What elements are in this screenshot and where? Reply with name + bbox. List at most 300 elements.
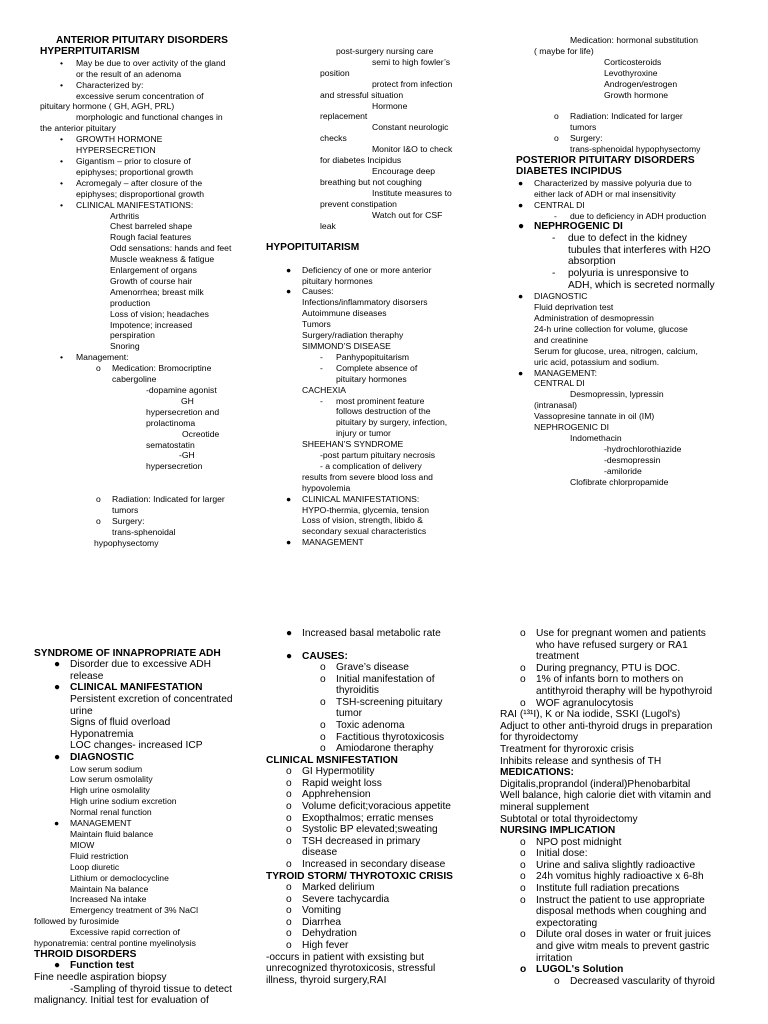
- text-line: [516, 466, 766, 477]
- line-text: Signs of fluid overload: [70, 717, 171, 729]
- line-text: CLINICAL MANIFESTATION: [70, 682, 203, 694]
- line-text: Severe tachycardia: [302, 893, 390, 905]
- line-text: Lithium or democlocycline: [70, 872, 169, 883]
- text-line: [266, 133, 506, 144]
- text-line: [516, 256, 766, 268]
- bullet-marker: o: [554, 111, 559, 122]
- col-antithyroid-meds: [500, 628, 766, 987]
- line-text: Increased in secondary disease: [302, 859, 446, 870]
- line-text: DIAGNOSTIC: [70, 751, 134, 763]
- text-line: [34, 35, 262, 46]
- text-line: [34, 818, 264, 829]
- text-line: [34, 960, 264, 972]
- text-line: [266, 940, 506, 952]
- line-text: uric acid, potassium and sodium.: [534, 356, 660, 367]
- text-line: [266, 286, 506, 297]
- bullet-marker: o: [286, 859, 292, 870]
- text-line: [266, 450, 506, 461]
- bullet-marker: -: [552, 233, 556, 245]
- text-line: [266, 352, 506, 363]
- text-line: [500, 698, 766, 710]
- line-text: production: [110, 297, 151, 308]
- bullet-marker: o: [520, 883, 526, 895]
- bullet-marker: ●: [286, 537, 292, 548]
- line-text: disease: [302, 847, 338, 859]
- bullet-marker: ●: [54, 682, 61, 694]
- text-line: [266, 743, 506, 755]
- text-line: [34, 527, 262, 538]
- text-line: [34, 232, 262, 243]
- text-line: [266, 515, 506, 526]
- text-line: [516, 346, 766, 357]
- text-line: [500, 918, 766, 930]
- bullet-marker: o: [286, 812, 292, 824]
- text-line: [516, 155, 766, 166]
- line-text: ANTERIOR PITUITARY DISORDERS: [56, 35, 228, 46]
- text-line: [266, 406, 506, 417]
- line-text: NEPHROGENIC DI: [534, 221, 623, 233]
- text-line: [266, 755, 506, 766]
- line-text: Amenorrhea; breast milk: [110, 286, 204, 297]
- bullet-marker: o: [520, 628, 526, 639]
- line-text: Toxic adenoma: [336, 720, 405, 732]
- text-line: [34, 671, 264, 683]
- text-line: [34, 916, 264, 927]
- line-text: the anterior pituitary: [40, 123, 116, 134]
- line-text: pituitary hormone ( GH, AGH, PRL): [40, 101, 175, 112]
- text-line: [516, 245, 766, 257]
- text-line: [266, 461, 506, 472]
- line-text: breathing but not coughing: [320, 176, 422, 187]
- line-text: Infections/inflammatory disorsers: [302, 297, 428, 308]
- text-line: [516, 291, 766, 302]
- line-text: High fever: [302, 939, 349, 951]
- line-text: follows destruction of the: [336, 406, 431, 417]
- line-text: Exopthalmos; erratic menses: [302, 812, 434, 824]
- line-text: -GH: [179, 450, 195, 461]
- line-text: pituitary hormones: [302, 275, 373, 286]
- line-text: CACHEXIA: [302, 384, 346, 395]
- line-text: Muscle weakness & fatigue: [110, 254, 215, 265]
- text-line: [516, 46, 766, 57]
- text-line: [516, 57, 766, 68]
- text-line: [516, 100, 766, 111]
- bullet-marker: -: [320, 362, 323, 373]
- line-text: Loss of vision, strength, libido &: [302, 515, 423, 526]
- text-line: [500, 779, 766, 791]
- text-line: [500, 953, 766, 965]
- text-line: [516, 313, 766, 324]
- bullet-marker: o: [320, 731, 326, 743]
- text-line: [516, 200, 766, 211]
- text-line: [266, 385, 506, 396]
- line-text: Deficiency of one or more anterior: [302, 264, 432, 275]
- bullet-marker: o: [520, 929, 526, 941]
- line-text: CLINICAL MSNIFESTATION: [266, 754, 398, 766]
- line-text: HYPERPITUITARISM: [40, 46, 140, 58]
- text-line: [34, 774, 264, 785]
- text-line: [34, 385, 262, 396]
- text-line: [34, 840, 264, 851]
- line-text: tumor: [336, 708, 363, 720]
- col-anterior-pituitary: [34, 35, 262, 549]
- text-line: [500, 732, 766, 744]
- text-line: [266, 319, 506, 330]
- bullet-marker: o: [320, 662, 326, 674]
- text-line: [266, 824, 506, 836]
- line-text: MANAGEMENT: [302, 537, 364, 548]
- text-line: [516, 166, 766, 177]
- text-line: [34, 717, 264, 729]
- line-text: either lack of ADH or rnal insensitivity: [534, 188, 676, 199]
- line-text: position: [320, 67, 350, 78]
- text-line: [266, 166, 506, 177]
- text-line: [34, 483, 262, 494]
- line-text: prolactinoma: [146, 417, 196, 428]
- line-text: Watch out for CSF: [372, 209, 443, 220]
- text-line: [34, 472, 262, 483]
- line-text: Enlargement of organs: [110, 265, 197, 276]
- text-line: [34, 984, 264, 996]
- line-text: Clofibrate chlorpropamide: [570, 476, 669, 487]
- text-line: [266, 57, 506, 68]
- text-line: [516, 221, 766, 233]
- line-text: Desmopressin, lypressin: [570, 389, 664, 400]
- bullet-marker: o: [320, 720, 326, 732]
- line-text: Causes:: [302, 286, 334, 297]
- line-text: [266, 254, 506, 265]
- bullet-marker: ●: [54, 960, 61, 972]
- text-line: [500, 848, 766, 860]
- bullet-marker: o: [286, 882, 292, 893]
- line-text: Initial dose:: [536, 848, 588, 860]
- text-line: [34, 200, 262, 211]
- line-text: Encourage deep: [372, 165, 436, 176]
- line-text: [34, 472, 262, 483]
- text-line: [516, 280, 766, 292]
- text-line: [266, 708, 506, 720]
- text-line: [266, 685, 506, 697]
- bullet-marker: o: [520, 894, 526, 906]
- line-text: tumors: [112, 504, 139, 515]
- line-text: Rapid weight loss: [302, 777, 382, 789]
- line-text: Constant neurologic: [372, 122, 449, 133]
- line-text: MANAGEMENT: [70, 818, 132, 829]
- bullet-marker: o: [286, 905, 292, 917]
- text-line: [266, 526, 506, 537]
- line-text: LOC changes- increased ICP: [70, 740, 203, 752]
- text-line: [516, 302, 766, 313]
- bullet-marker: o: [554, 975, 560, 987]
- bullet-marker: o: [286, 835, 292, 847]
- bullet-marker: ●: [518, 291, 524, 302]
- text-line: [266, 697, 506, 709]
- text-line: [266, 801, 506, 813]
- line-text: POSTERIOR PITUITARY DISORDERS: [516, 154, 695, 166]
- line-text: Low serum osmolality: [70, 774, 153, 785]
- text-line: [34, 69, 262, 80]
- line-text: prevent constipation: [320, 198, 397, 209]
- line-text: Vassopresine tannate in oil (IM): [534, 411, 655, 422]
- bullet-marker: •: [60, 155, 64, 166]
- line-text: NURSING IMPLICATION: [500, 825, 616, 837]
- text-line: [34, 494, 262, 505]
- line-text: CAUSES:: [302, 650, 348, 662]
- text-line: [266, 766, 506, 778]
- bullet-marker: o: [286, 893, 292, 905]
- line-text: Adjuct to other anti-thyroid drugs in preparation: [500, 720, 713, 732]
- text-line: [266, 396, 506, 407]
- line-text: Ocreotide: [182, 428, 220, 439]
- text-line: [266, 928, 506, 940]
- text-line: [34, 884, 264, 895]
- text-line: [34, 796, 264, 807]
- text-line: [266, 265, 506, 276]
- bullet-marker: ●: [54, 818, 60, 829]
- line-text: [516, 100, 766, 111]
- line-text: Grave’s disease: [336, 662, 409, 674]
- text-line: [266, 720, 506, 732]
- text-line: [266, 662, 506, 674]
- bullet-marker: ●: [518, 199, 524, 210]
- line-text: Hormone: [372, 100, 408, 111]
- line-text: Factitious thyrotoxicosis: [336, 731, 445, 743]
- text-line: [266, 90, 506, 101]
- text-line: [516, 178, 766, 189]
- text-line: [34, 764, 264, 775]
- line-text: Vomiting: [302, 905, 342, 917]
- text-line: [266, 144, 506, 155]
- line-text: (intranasal): [534, 400, 577, 411]
- line-text: CLINICAL MANIFESTATIONS:: [302, 493, 420, 504]
- bullet-marker: ●: [286, 286, 292, 297]
- line-text: secondary sexual characteristics: [302, 526, 427, 537]
- text-line: [34, 429, 262, 440]
- line-text: Hyponatremia: [70, 728, 134, 740]
- text-line: [34, 829, 264, 840]
- text-line: [34, 363, 262, 374]
- line-text: Low serum sodium: [70, 763, 143, 774]
- text-line: [266, 674, 506, 686]
- text-line: [266, 505, 506, 516]
- text-line: [266, 537, 506, 548]
- line-text: HYPOPITUITARISM: [266, 242, 360, 254]
- bullet-marker: o: [520, 674, 526, 686]
- line-text: pituitary by surgery, infection,: [336, 417, 448, 428]
- line-text: and give witm meals to prevent gastric: [536, 941, 710, 953]
- text-line: [266, 871, 506, 882]
- text-line: [266, 199, 506, 210]
- line-text: perspiration: [110, 330, 155, 341]
- line-text: tumors: [570, 122, 597, 133]
- line-text: Volume deficit;voracious appetite: [302, 801, 451, 813]
- text-line: [266, 242, 506, 253]
- line-text: trans-sphenoidal hypophysectomy: [570, 144, 701, 155]
- line-text: Increased Na intake: [70, 894, 147, 905]
- text-line: [516, 211, 766, 222]
- text-line: [266, 483, 506, 494]
- line-text: WOF agranulocytosis: [536, 697, 634, 709]
- bullet-marker: -: [552, 267, 556, 279]
- text-line: [266, 231, 506, 242]
- line-text: CENTRAL DI: [534, 378, 585, 389]
- text-line: [34, 341, 262, 352]
- text-line: [34, 706, 264, 718]
- text-line: [34, 927, 264, 938]
- line-text: results from severe blood loss and: [302, 471, 433, 482]
- line-text: ( maybe for life): [534, 45, 594, 56]
- bullet-marker: o: [286, 801, 292, 813]
- text-line: [500, 744, 766, 756]
- bullet-marker: ●: [286, 650, 293, 662]
- line-text: LUGOL's Solution: [536, 964, 624, 976]
- line-text: Radiation: Indicated for larger: [570, 111, 683, 122]
- line-text: Digitalis,proprandol (inderal)Phenobarbital: [500, 778, 691, 790]
- text-line: [516, 411, 766, 422]
- bullet-marker: o: [286, 916, 292, 928]
- text-line: [516, 422, 766, 433]
- bullet-marker: o: [520, 697, 526, 709]
- text-line: [500, 883, 766, 895]
- text-line: [266, 188, 506, 199]
- line-text: May be due to over activity of the gland: [76, 57, 226, 68]
- col-hypopituitarism: [266, 46, 506, 548]
- line-text: Serum for glucose, urea, nitrogen, calcium,: [534, 345, 698, 356]
- line-text: RAI (¹³¹I), K or Na iodide, SSKI (Lugol's): [500, 709, 681, 721]
- line-text: NEPHROGENIC DI: [534, 422, 609, 433]
- line-text: Indomethacin: [570, 432, 622, 443]
- line-text: Institute measures to: [372, 187, 452, 198]
- line-text: Arthritis: [110, 210, 140, 221]
- text-line: [266, 254, 506, 265]
- line-text: disposal methods when coughing and: [536, 906, 707, 918]
- text-line: [500, 976, 766, 988]
- line-text: Maintain Na balance: [70, 883, 149, 894]
- text-line: [266, 417, 506, 428]
- line-text: Administration of desmopressin: [534, 312, 654, 323]
- text-line: [34, 648, 264, 659]
- text-line: [266, 789, 506, 801]
- text-line: [266, 122, 506, 133]
- text-line: [500, 964, 766, 976]
- bullet-marker: o: [96, 363, 101, 374]
- text-line: [500, 790, 766, 802]
- line-text: Function test: [70, 960, 134, 972]
- text-line: [34, 873, 264, 884]
- text-line: [34, 101, 262, 112]
- text-line: [266, 210, 506, 221]
- line-text: hypophysectomy: [94, 537, 159, 548]
- text-line: [266, 640, 506, 651]
- line-text: SHEEHAN’S SYNDROME: [302, 439, 404, 450]
- text-line: [34, 905, 264, 916]
- text-line: [516, 35, 766, 46]
- text-line: [500, 686, 766, 698]
- line-text: cabergoline: [112, 374, 157, 385]
- bullet-marker: o: [96, 515, 101, 526]
- text-line: [500, 721, 766, 733]
- text-line: [266, 276, 506, 287]
- line-text: DIAGNOSTIC: [534, 291, 588, 302]
- line-text: -amiloride: [604, 465, 642, 476]
- text-line: [500, 674, 766, 686]
- text-line: [34, 972, 264, 984]
- text-line: [34, 330, 262, 341]
- text-line: [500, 825, 766, 837]
- line-text: TYROID STORM/ THYROTOXIC CRISIS: [266, 870, 453, 882]
- line-text: epiphyses; proportional growth: [76, 166, 194, 177]
- bullet-marker: o: [286, 766, 292, 778]
- bullet-marker: •: [60, 134, 64, 145]
- text-line: [34, 156, 262, 167]
- text-line: [266, 975, 506, 987]
- line-text: Institute full radiation precations: [536, 883, 680, 895]
- bullet-marker: o: [286, 824, 292, 836]
- bullet-marker: ●: [518, 367, 524, 378]
- text-line: [34, 352, 262, 363]
- line-text: hypovolemia: [302, 482, 351, 493]
- line-text: TSH decreased in primary: [302, 835, 421, 847]
- text-line: [516, 268, 766, 280]
- text-line: [266, 847, 506, 859]
- line-text: Maintain fluid balance: [70, 829, 154, 839]
- line-text: NPO post midnight: [536, 836, 622, 848]
- line-text: Management:: [76, 352, 129, 363]
- text-line: [266, 836, 506, 848]
- text-line: [34, 450, 262, 461]
- line-text: Emergency treatment of 3% NaCl: [70, 905, 199, 916]
- text-line: [266, 813, 506, 825]
- bullet-marker: o: [520, 871, 526, 883]
- text-line: [34, 637, 264, 648]
- line-text: Excessive rapid correction of: [70, 927, 180, 938]
- line-text: most prominent feature: [336, 395, 425, 406]
- text-line: [516, 144, 766, 155]
- bullet-marker: o: [286, 928, 292, 940]
- bullet-marker: -: [320, 395, 323, 406]
- bullet-marker: o: [320, 743, 326, 755]
- line-text: TSH-screening pituitary: [336, 696, 443, 708]
- text-line: [516, 433, 766, 444]
- line-text: Normal renal function: [70, 807, 152, 818]
- line-text: antithyroid theraphy will be hypothyroid: [536, 685, 713, 697]
- text-line: [34, 112, 262, 123]
- line-text: and creatinine: [534, 334, 588, 345]
- text-line: [34, 221, 262, 232]
- text-line: [34, 626, 264, 637]
- line-text: hypersecretion: [146, 461, 203, 472]
- line-text: -occurs in patient with exsisting but: [266, 951, 424, 963]
- text-line: [266, 363, 506, 374]
- text-line: [34, 407, 262, 418]
- text-line: [34, 320, 262, 331]
- text-line: [516, 477, 766, 488]
- text-line: [500, 837, 766, 849]
- line-text: Inhibits release and synthesis of TH: [500, 755, 662, 767]
- line-text: due to defect in the kidney: [568, 233, 687, 245]
- line-text: injury or tumor: [336, 428, 391, 439]
- text-line: [266, 46, 506, 57]
- text-line: [266, 79, 506, 90]
- line-text: -dopamine agonist: [146, 385, 217, 395]
- text-line: [34, 894, 264, 905]
- line-text: Initial manifestation of: [336, 673, 435, 685]
- text-line: [34, 505, 262, 516]
- text-line: [266, 905, 506, 917]
- line-text: checks: [320, 133, 347, 144]
- line-text: 1% of infants born to mothers on: [536, 674, 684, 686]
- bullet-marker: ●: [286, 628, 293, 639]
